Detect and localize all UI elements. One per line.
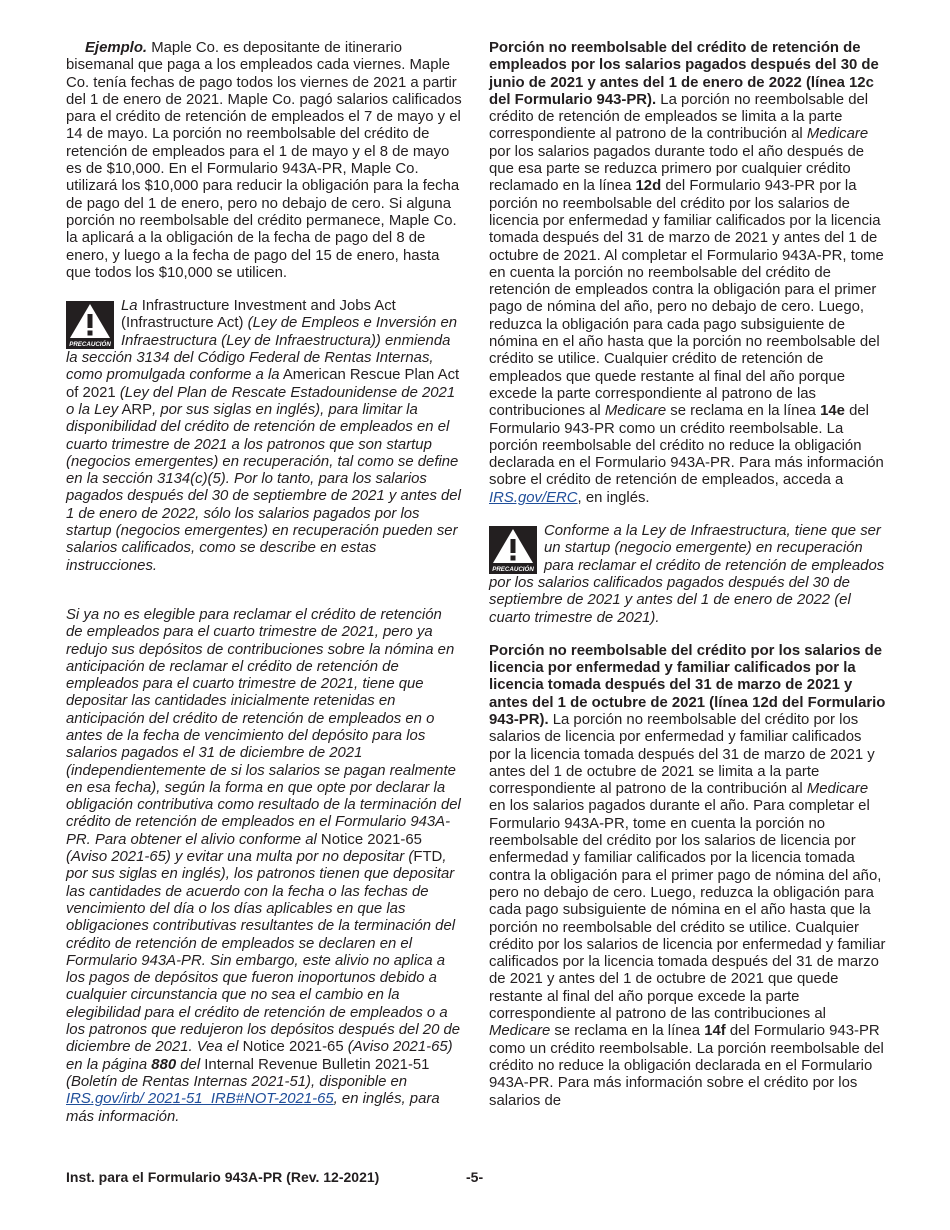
section-12c-heading: Porción no reembolsable del crédito de retención de empleados por los salarios pagados después del 30 de junio de 2021 y antes del 1 de enero de 2022 (línea 12c del Formulario 943-PR). <box>489 40 879 108</box>
caution-icon-label: PRECAUCIÓN <box>492 566 534 574</box>
right-column <box>489 40 886 1126</box>
example-label: Ejemplo. <box>85 40 148 56</box>
footer-title: Inst. para el Formulario 943A-PR (Rev. 12-2021) <box>66 1169 380 1185</box>
caution-warning-icon <box>489 526 537 574</box>
caution-warning-icon <box>66 301 114 349</box>
example-text: Maple Co. es depositante de itinerario bisemanal que paga a los empleados cada viernes. Maple Co. tenía fechas de pago todos los viernes de 2021 a partir del 1 de enero de 2021. Maple Co. pagó salarios calificados para el crédito de retención de empleados el 7 de mayo y el 14 de mayo. La porción no reembolsable del crédito de retención de empleados para el 1 de mayo y el 8 de mayo es de $10,000. En el Formulario 943A-PR, Maple Co. utilizará los $10,000 para reducir la obligación para la fecha de pago del 1 de enero, pero no debajo de cero. Si alguna porción no reembolsable del crédito permanece, Maple Co. la aplicará a la obligación de la fecha de pago del 8 de enero, y luego a la fecha de pago del 15 de enero, hasta que todos los $10,000 se utilicen. <box>66 40 462 281</box>
caution-text: Conforme a la Ley de Infraestructura, tiene que ser un startup (negocio emergente) en recuperación para reclamar el crédito de retención de empleados por los salarios calificados pagados después del 30 de septiembre de 2021 y antes del 1 de enero de 2022 (el cuarto trimestre de 2021). <box>489 523 885 626</box>
caution-icon-label: PRECAUCIÓN <box>69 341 111 349</box>
page-number: -5- <box>466 1169 484 1185</box>
section-12d-heading: Porción no reembolsable del crédito por los salarios de licencia por enfermedad y familiar calificados por la licencia tomada después del 31 de marzo de 2021 y antes del 1 de octubre de 2021 (línea 12d del Formulario 943-PR). <box>489 642 886 728</box>
caution-text: La Infrastructure Investment and Jobs Act (Infrastructure Act) (Ley de Empleos e Inversión en Infraestructura (Ley de Infraestructura)) enmienda la sección 3134 del Código Federal de Rentas Internas, como promulgada conforme a la American Rescue Plan Act of 2021 (Ley del Plan de Rescate Estadounidense de 2021 o la Ley ARP, por sus siglas en inglés), para limitar la disponibilidad del crédito de retención de empleados en el cuarto trimestre de 2021 a los patronos que son startup (negocios emergentes) en recuperación, tal como se define en la sección 3134(c)(5). Por lo tanto, para los salarios pagados después del 30 de septiembre de 2021 y antes del 1 de enero de 2022, sólo los salarios pagados por los startup (negocios emergentes) en recuperación pueden ser salarios calificados, como se describe en estas instrucciones. <box>66 298 461 574</box>
left-column <box>66 40 462 1142</box>
irs-bulletin-link[interactable]: IRS.gov/irb/ 2021-51_IRB#NOT-2021-65 <box>66 1091 334 1108</box>
ftd-relief-paragraph: Si ya no es elegible para reclamar el crédito de retención de empleados para el cuarto trimestre de 2021, pero ya redujo sus depósitos de contribuciones sobre la nómina en anticipación de reclamar el crédito de retención de empleados para el cuarto trimestre de 2021, tiene que depositar las cantidades inicialmente retenidas en anticipación del crédito de retención de empleados en o antes de la fecha de vencimiento del depósito para los salarios pagados el 31 de diciembre de 2021 (independientemente de si los salarios se pagan realmente en esa fecha), según la forma en que opte por declarar la obligación contributiva como resultado de la terminación del crédito de retención de empleados en el Formulario 943A-PR. Para obtener el alivio conforme al Notice 2021-65 (Aviso 2021-65) y evitar una multa por no depositar (FTD, por sus siglas en inglés), los patronos tienen que depositar las cantidades de acuerdo con la fecha o las fechas de vencimiento del día o los días aplicables en que las obligaciones contributivas resultantes de la terminación del crédito de retención de empleados se declaren en el Formulario 943A-PR. Sin embargo, este alivio no aplica a los pagos de depósitos que fueron inoportunos debido a cualquier circunstancia que no sea el cambio en la elegibilidad para el crédito de retención de empleados o a los patronos que redujeron los depósitos después del 20 de diciembre de 2021. Vea el Notice 2021-65 (Aviso 2021-65) en la página 880 del Internal Revenue Bulletin 2021-51 (Boletín de Rentas Internas 2021-51), disponible en IRS.gov/irb/ 2021-51_IRB#NOT-2021-65, en inglés, para más información. <box>66 606 461 1125</box>
caution-note-startup <box>489 523 886 627</box>
caution-note-infrastructure-act <box>66 298 462 575</box>
example-paragraph <box>66 40 462 282</box>
irs-erc-link[interactable]: IRS.gov/ERC <box>489 489 578 506</box>
section-12d-paragraph: Porción no reembolsable del crédito por los salarios de licencia por enfermedad y familiar calificados por la licencia tomada después del 31 de marzo de 2021 y antes del 1 de octubre de 2021 (línea 12d del Formulario 943-PR). La porción no reembolsable del crédito por los salarios de licencia por enfermedad y familiar calificados por la licencia tomada después del 31 de marzo de 2021 y antes del 1 de octubre de 2021 se limita a la parte correspondiente al patrono de la contribución al Medicare en los salarios pagados durante el año. Para completar el Formulario 943A-PR, tome en cuenta la porción no reembolsable del crédito por los salarios de licencia por enfermedad y familiar calificados por la licencia tomada contra la obligación para el primer pago de nómina del año, pero no debajo de cero. Luego, reduzca la obligación para cada pago subsiguiente de nómina en el año hasta que la porción no reembolsable del crédito se utilice. Cualquier crédito por los salarios de licencia por enfermedad y familiar calificados por la licencia tomada después del 31 de marzo de 2021 y antes del 1 de octubre de 2021 que quede restante al final del año porque excede la parte correspondiente al patrono de las contribuciones al Medicare se reclama en la línea 14f del Formulario 943-PR como un crédito reembolsable. La porción reembolsable del crédito no reduce la obligación declarada en el Formulario 943A-PR. Para más información sobre el crédito por los salarios de <box>489 642 886 1109</box>
section-12c-paragraph: Porción no reembolsable del crédito de retención de empleados por los salarios pagados después del 30 de junio de 2021 y antes del 1 de enero de 2022 (línea 12c del Formulario 943-PR). La porción no reembolsable del crédito de retención de empleados se limita a la parte correspondiente al patrono de la contribución al Medicare por los salarios pagados durante todo el año después de que esa parte se reduzca primero por cualquier crédito reclamado en la línea 12d del Formulario 943-PR por la porción no reembolsable del crédito por los salarios de licencia por enfermedad y familiar calificados por la licencia tomada después del 31 de marzo de 2021 y antes del 1 de octubre de 2021. Al completar el Formulario 943A-PR, tome en cuenta la porción no reembolsable del crédito de retención de empleados contra la obligación para el primer pago de nómina del año, pero no debajo de cero. Luego, reduzca la obligación para cada pago subsiguiente de nómina en el año hasta que la porción no reembolsable del crédito se utilice. Cualquier crédito de retención de empleados que quede restante al final del año porque excede la parte correspondiente al patrono de las contribuciones al Medicare se reclama en la línea 14e del Formulario 943-PR como un crédito reembolsable. La porción reembolsable del crédito no reduce la obligación declarada en el Formulario 943A-PR. Para más información sobre el crédito de retención de empleados, acceda a IRS.gov/ERC, en inglés. <box>489 40 884 506</box>
